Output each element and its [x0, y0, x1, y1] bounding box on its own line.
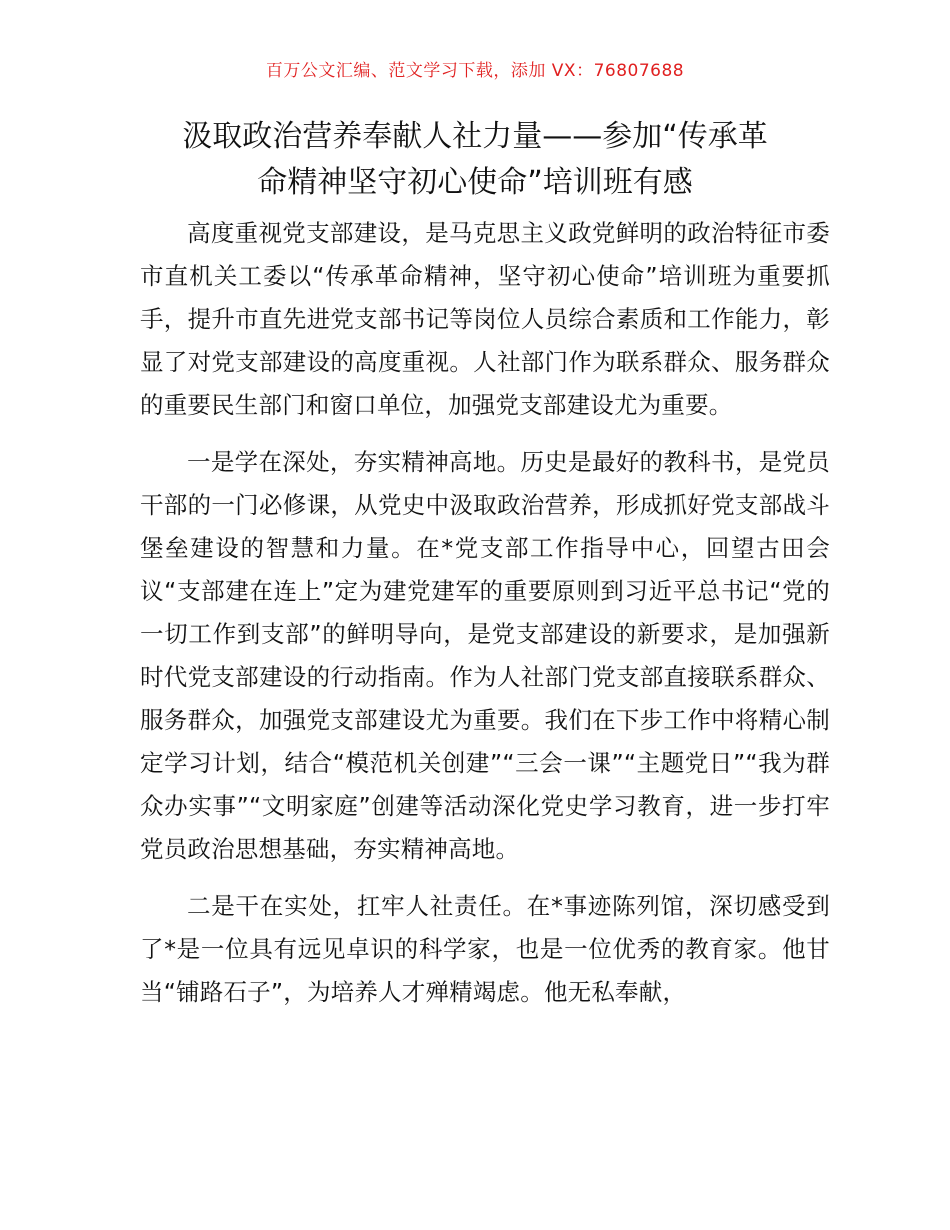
header-notice: 百万公文汇编、范文学习下载，添加 VX：76807688 — [265, 61, 685, 81]
document-body — [140, 212, 830, 1028]
paragraph-intro: 高度重视党支部建设，是马克思主义政党鲜明的政治特征市委市直机关工委以“传承革命精神，坚守初心使命”培训班为重要抓手，提升市直先进党支部书记等岗位人员综合素质和工作能力，彰显了对党支部建设的高度重视。人社部门作为联系群众、服务群众的重要民生部门和窗口单位，加强党支部建设尤为重要。 — [140, 219, 830, 419]
paragraph-point-two: 二是干在实处，扛牢人社责任。在*事迹陈列馆，深切感受到了*是一位具有远见卓识的科学家，也是一位优秀的教育家。他甘当“铺路石子”，为培养人才殚精竭虑。他无私奉献， — [140, 892, 830, 1006]
title-line-1: 汲取政治营养奉献人社力量——参加“传承革 — [182, 119, 768, 154]
paragraph-point-one: 一是学在深处，夯实精神高地。历史是最好的教科书，是党员干部的一门必修课，从党史中汲取政治营养，形成抓好党支部战斗堡垒建设的智慧和力量。在*党支部工作指导中心，回望古田会议“支部建在连上”定为建党建军的重要原则到习近平总书记“党的一切工作到支部”的鲜明导向，是党支部建设的新要求，是加强新时代党支部建设的行动指南。作为人社部门党支部直接联系群众、服务群众，加强党支部建设尤为重要。我们在下步工作中将精心制定学习计划，结合“模范机关创建”“三会一课”“主题党日”“我为群众办实事”“文明家庭”创建等活动深化党史学习教育，进一步打牢党员政治思想基础，夯实精神高地。 — [140, 448, 830, 863]
title-line-2: 命精神坚守初心使命”培训班有感 — [257, 165, 693, 200]
document-title — [130, 114, 820, 206]
